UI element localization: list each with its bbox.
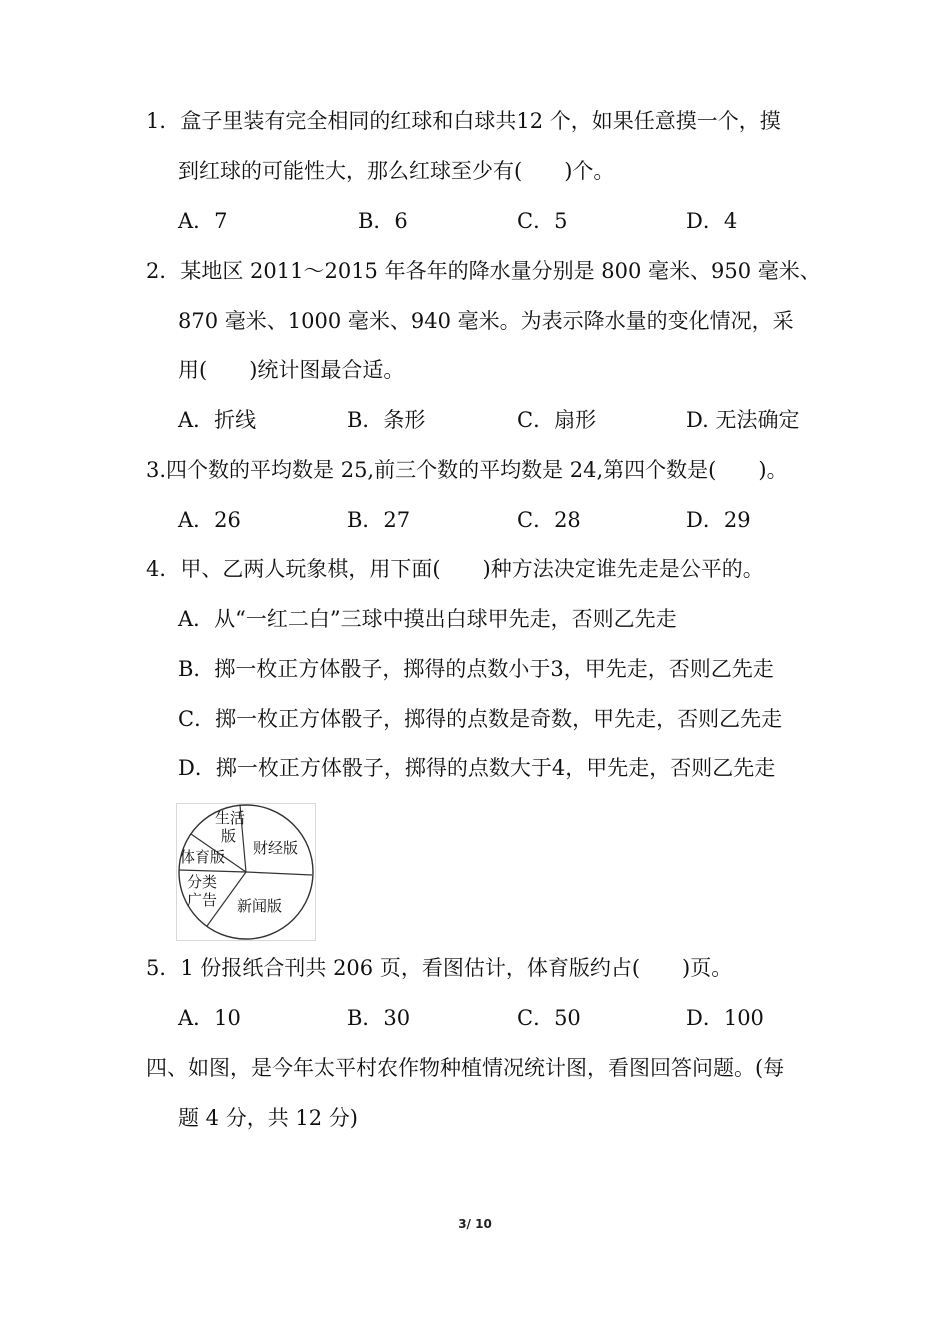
q3-option-a: A．26 — [178, 508, 241, 532]
pie-label-sports: 体育版 — [180, 849, 226, 866]
q2-line1: 2．某地区 2011～2015 年各年的降水量分别是 800 毫米、950 毫米、 — [146, 259, 821, 283]
pie-label-life-1: 生活 — [215, 810, 246, 827]
q4-line1: 4．甲、乙两人玩象棋，用下面( )种方法决定谁先走是公平的。 — [146, 557, 764, 581]
q2-line2: 870 毫米、1000 毫米、940 毫米。为表示降水量的变化情况，采 — [178, 309, 794, 333]
page-number: 3/ 10 — [458, 1217, 492, 1231]
q5-option-b: B．30 — [347, 1006, 411, 1030]
pie-chart-svg — [177, 804, 315, 940]
q4-option-d: D．掷一枚正方体骰子，掷得的点数大于4，甲先走，否则乙先走 — [178, 756, 776, 780]
q5-line1: 5．1 份报纸合刊共 206 页，看图估计，体育版约占( )页。 — [146, 956, 733, 980]
q3-option-d: D．29 — [686, 508, 751, 532]
q2-option-a: A．折线 — [178, 408, 257, 432]
q4-option-a: A．从“一红二白”三球中摸出白球甲先走，否则乙先走 — [178, 607, 677, 631]
q1-option-d: D．4 — [686, 209, 738, 233]
q2-option-d: D. 无法确定 — [686, 408, 800, 432]
section4-line1: 四、如图，是今年太平村农作物种植情况统计图，看图回答问题。(每 — [146, 1056, 785, 1080]
q3-option-b: B．27 — [347, 508, 411, 532]
q5-option-d: D．100 — [686, 1006, 764, 1030]
q1-option-b: B．6 — [358, 209, 408, 233]
q4-option-b: B．掷一枚正方体骰子，掷得的点数小于3，甲先走，否则乙先走 — [178, 657, 774, 681]
pie-label-life-2: 版 — [221, 828, 237, 845]
q2-line3: 用( )统计图最合适。 — [178, 358, 405, 382]
pie-label-finance: 财经版 — [253, 840, 299, 857]
pie-label-ads-2: 广告 — [187, 892, 218, 909]
pie-label-ads-1: 分类 — [187, 874, 218, 891]
q1-line1: 1．盒子里装有完全相同的红球和白球共12 个，如果任意摸一个，摸 — [146, 109, 781, 133]
q2-option-b: B．条形 — [347, 408, 426, 432]
q3-line1: 3.四个数的平均数是 25,前三个数的平均数是 24,第四个数是( )。 — [146, 458, 788, 482]
pie-label-news: 新闻版 — [237, 898, 283, 915]
q1-option-c: C．5 — [517, 209, 568, 233]
q3-option-c: C．28 — [517, 508, 581, 532]
q5-option-c: C．50 — [517, 1006, 581, 1030]
q2-option-c: C．扇形 — [517, 408, 597, 432]
q1-line2: 到红球的可能性大，那么红球至少有( )个。 — [178, 159, 615, 183]
q1-option-a: A．7 — [178, 209, 228, 233]
newspaper-pie-figure — [176, 803, 316, 941]
q4-option-c: C．掷一枚正方体骰子，掷得的点数是奇数，甲先走，否则乙先走 — [178, 707, 783, 731]
section4-line2: 题 4 分，共 12 分) — [178, 1106, 358, 1130]
q5-option-a: A．10 — [178, 1006, 241, 1030]
